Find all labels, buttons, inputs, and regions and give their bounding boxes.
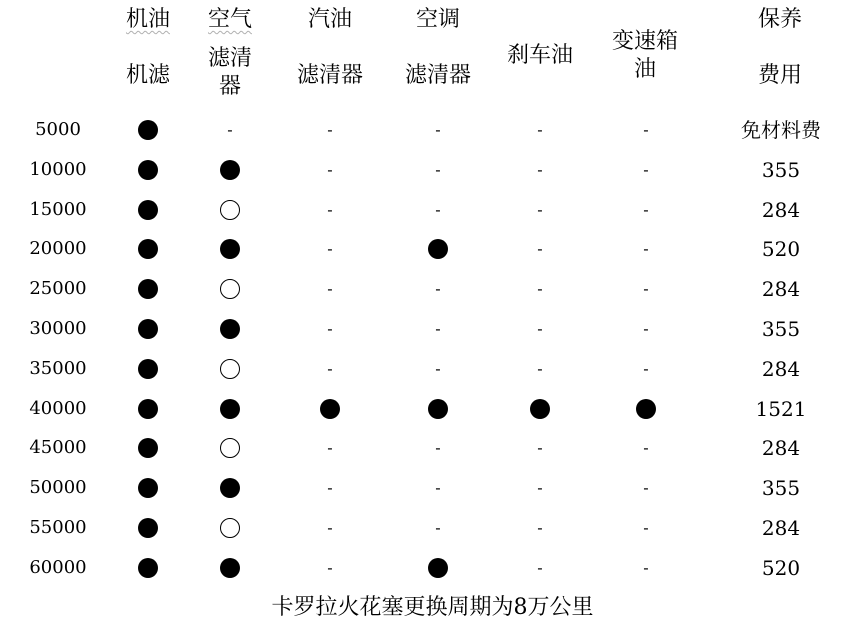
fuel-filter-cell	[310, 428, 350, 468]
not-applicable-dash: -	[327, 239, 333, 259]
transmission-oil-cell	[626, 150, 666, 190]
ac-filter-cell	[418, 548, 458, 588]
not-applicable-dash: -	[327, 438, 333, 458]
not-applicable-dash: -	[435, 478, 441, 498]
not-applicable-dash: -	[537, 199, 543, 219]
engine-oil-cell	[128, 229, 168, 269]
brake-fluid-cell	[520, 548, 560, 588]
air-filter-cell	[210, 269, 250, 309]
engine-oil-cell	[128, 508, 168, 548]
ac-filter-cell	[418, 190, 458, 230]
mileage-label: 60000	[29, 556, 87, 578]
maintenance-cost: 355	[761, 476, 801, 501]
not-applicable-dash: -	[435, 518, 441, 537]
air-filter-cell	[210, 309, 250, 349]
maintenance-cost: 284	[761, 516, 801, 540]
not-applicable-dash: -	[643, 358, 649, 378]
maintenance-cost: 284	[761, 356, 801, 381]
mileage-label: 15000	[29, 198, 87, 220]
replace-marker-icon	[138, 478, 158, 498]
replace-marker-icon	[220, 160, 240, 180]
not-applicable-dash: -	[643, 239, 649, 259]
replace-marker-icon	[428, 558, 448, 578]
replace-marker-icon	[138, 160, 158, 180]
not-applicable-dash: -	[643, 438, 649, 458]
not-applicable-dash: -	[327, 279, 333, 299]
ac-filter-cell	[418, 150, 458, 190]
header-transmission-oil-line2: 油	[633, 57, 656, 82]
maintenance-cost: 284	[761, 436, 801, 461]
fuel-filter-cell	[310, 309, 350, 349]
fuel-filter-cell	[310, 229, 350, 269]
brake-fluid-cell	[520, 468, 560, 508]
not-applicable-dash: -	[643, 120, 649, 139]
replace-marker-icon	[138, 518, 158, 538]
not-applicable-dash: -	[327, 478, 333, 498]
replace-marker-icon	[138, 120, 158, 140]
not-applicable-dash: -	[643, 279, 649, 299]
inspect-marker-icon	[220, 200, 240, 220]
fuel-filter-cell	[310, 468, 350, 508]
table-row	[0, 229, 865, 269]
not-applicable-dash: -	[643, 557, 649, 577]
ac-filter-cell	[418, 110, 458, 150]
not-applicable-dash: -	[435, 319, 441, 338]
engine-oil-cell	[128, 190, 168, 230]
brake-fluid-cell	[520, 269, 560, 309]
transmission-oil-cell	[626, 389, 666, 429]
ac-filter-cell	[418, 309, 458, 349]
not-applicable-dash: -	[435, 159, 441, 179]
maintenance-cost: 355	[761, 157, 801, 182]
maintenance-cost: 1521	[755, 396, 807, 421]
mileage-label: 50000	[29, 477, 87, 499]
fuel-filter-cell	[310, 190, 350, 230]
inspect-marker-icon	[220, 518, 240, 538]
transmission-oil-cell	[626, 468, 666, 508]
table-row	[0, 309, 865, 349]
maintenance-cost: 355	[761, 317, 801, 341]
not-applicable-dash: -	[327, 557, 333, 577]
mileage-label: 20000	[29, 238, 87, 260]
not-applicable-dash: -	[327, 120, 333, 139]
header-air-filter-line1: 空气	[207, 7, 252, 32]
air-filter-cell	[210, 389, 250, 429]
mileage-label: 30000	[29, 318, 87, 339]
fuel-filter-cell	[310, 150, 350, 190]
not-applicable-dash: -	[327, 518, 333, 537]
ac-filter-cell	[418, 349, 458, 389]
fuel-filter-cell	[310, 548, 350, 588]
header-ac-filter-line2: 滤清器	[404, 63, 471, 88]
not-applicable-dash: -	[327, 159, 333, 179]
spark-plug-footnote: 卡罗拉火花塞更换周期为8万公里	[271, 595, 594, 620]
replace-marker-icon	[138, 359, 158, 379]
not-applicable-dash: -	[327, 358, 333, 378]
brake-fluid-cell	[520, 389, 560, 429]
inspect-marker-icon	[220, 359, 240, 379]
fuel-filter-cell	[310, 508, 350, 548]
header-engine-oil-line1: 机油	[125, 7, 170, 32]
replace-marker-icon	[138, 319, 158, 339]
engine-oil-cell	[128, 150, 168, 190]
air-filter-cell	[210, 508, 250, 548]
inspect-marker-icon	[220, 279, 240, 299]
transmission-oil-cell	[626, 269, 666, 309]
table-row	[0, 150, 865, 190]
mileage-label: 40000	[29, 397, 87, 419]
engine-oil-cell	[128, 309, 168, 349]
transmission-oil-cell	[626, 309, 666, 349]
table-row	[0, 349, 865, 389]
replace-marker-icon	[138, 200, 158, 220]
not-applicable-dash: -	[537, 319, 543, 338]
replace-marker-icon	[636, 399, 656, 419]
not-applicable-dash: -	[537, 438, 543, 458]
not-applicable-dash: -	[537, 557, 543, 577]
replace-marker-icon	[138, 438, 158, 458]
table-row	[0, 468, 865, 508]
engine-oil-cell	[128, 269, 168, 309]
header-engine-oil-line2: 机滤	[125, 63, 170, 88]
replace-marker-icon	[220, 399, 240, 419]
air-filter-cell	[210, 428, 250, 468]
fuel-filter-cell	[310, 349, 350, 389]
not-applicable-dash: -	[537, 478, 543, 498]
mileage-label: 5000	[35, 119, 81, 140]
replace-marker-icon	[138, 399, 158, 419]
transmission-oil-cell	[626, 110, 666, 150]
transmission-oil-cell	[626, 548, 666, 588]
transmission-oil-cell	[626, 190, 666, 230]
not-applicable-dash: -	[643, 199, 649, 219]
table-row	[0, 548, 865, 588]
air-filter-cell	[210, 229, 250, 269]
engine-oil-cell	[128, 389, 168, 429]
brake-fluid-cell	[520, 150, 560, 190]
table-row	[0, 389, 865, 429]
header-air-filter-line3: 器	[218, 74, 241, 99]
mileage-label: 45000	[29, 437, 87, 459]
header-fuel-filter-line1: 汽油	[307, 7, 352, 32]
table-row	[0, 110, 865, 150]
table-row	[0, 428, 865, 468]
not-applicable-dash: -	[435, 438, 441, 458]
air-filter-cell	[210, 190, 250, 230]
not-applicable-dash: -	[643, 478, 649, 498]
fuel-filter-cell	[310, 269, 350, 309]
header-transmission-oil-line1: 变速箱	[611, 29, 678, 54]
header-cost-line2: 费用	[757, 63, 802, 88]
replace-marker-icon	[428, 239, 448, 259]
not-applicable-dash: -	[537, 279, 543, 299]
not-applicable-dash: -	[537, 518, 543, 537]
air-filter-cell	[210, 548, 250, 588]
inspect-marker-icon	[220, 438, 240, 458]
air-filter-cell	[210, 110, 250, 150]
not-applicable-dash: -	[327, 319, 333, 338]
engine-oil-cell	[128, 548, 168, 588]
maintenance-cost: 284	[761, 277, 801, 302]
not-applicable-dash: -	[435, 358, 441, 378]
brake-fluid-cell	[520, 229, 560, 269]
not-applicable-dash: -	[435, 279, 441, 299]
not-applicable-dash: -	[435, 199, 441, 219]
transmission-oil-cell	[626, 428, 666, 468]
air-filter-cell	[210, 349, 250, 389]
mileage-label: 55000	[29, 517, 87, 538]
ac-filter-cell	[418, 389, 458, 429]
maintenance-cost: 520	[761, 237, 801, 262]
header-air-filter-line2: 滤清	[207, 46, 252, 71]
transmission-oil-cell	[626, 229, 666, 269]
fuel-filter-cell	[310, 389, 350, 429]
replace-marker-icon	[428, 399, 448, 419]
maintenance-cost: 免材料费	[741, 118, 821, 142]
ac-filter-cell	[418, 428, 458, 468]
mileage-label: 25000	[29, 278, 87, 300]
not-applicable-dash: -	[537, 358, 543, 378]
fuel-filter-cell	[310, 110, 350, 150]
ac-filter-cell	[418, 468, 458, 508]
engine-oil-cell	[128, 110, 168, 150]
ac-filter-cell	[418, 229, 458, 269]
not-applicable-dash: -	[537, 120, 543, 139]
engine-oil-cell	[128, 349, 168, 389]
brake-fluid-cell	[520, 309, 560, 349]
replace-marker-icon	[220, 558, 240, 578]
engine-oil-cell	[128, 428, 168, 468]
not-applicable-dash: -	[537, 159, 543, 179]
replace-marker-icon	[220, 319, 240, 339]
replace-marker-icon	[138, 558, 158, 578]
brake-fluid-cell	[520, 428, 560, 468]
air-filter-cell	[210, 150, 250, 190]
header-ac-filter-line1: 空调	[415, 7, 460, 32]
replace-marker-icon	[220, 478, 240, 498]
not-applicable-dash: -	[227, 120, 233, 139]
table-row	[0, 269, 865, 309]
replace-marker-icon	[138, 239, 158, 259]
replace-marker-icon	[530, 399, 550, 419]
replace-marker-icon	[138, 279, 158, 299]
transmission-oil-cell	[626, 349, 666, 389]
transmission-oil-cell	[626, 508, 666, 548]
air-filter-cell	[210, 468, 250, 508]
not-applicable-dash: -	[643, 159, 649, 179]
not-applicable-dash: -	[643, 518, 649, 537]
not-applicable-dash: -	[537, 239, 543, 259]
brake-fluid-cell	[520, 190, 560, 230]
header-fuel-filter-line2: 滤清器	[296, 63, 363, 88]
maintenance-cost: 520	[761, 555, 801, 580]
replace-marker-icon	[320, 399, 340, 419]
header-cost-line1: 保养	[757, 7, 802, 32]
mileage-label: 35000	[29, 357, 87, 379]
ac-filter-cell	[418, 269, 458, 309]
brake-fluid-cell	[520, 508, 560, 548]
brake-fluid-cell	[520, 110, 560, 150]
maintenance-cost: 284	[761, 197, 801, 222]
table-row	[0, 190, 865, 230]
not-applicable-dash: -	[435, 120, 441, 139]
header-brake-fluid: 刹车油	[506, 43, 573, 68]
mileage-label: 10000	[29, 158, 87, 180]
replace-marker-icon	[220, 239, 240, 259]
brake-fluid-cell	[520, 349, 560, 389]
ac-filter-cell	[418, 508, 458, 548]
table-row	[0, 508, 865, 548]
not-applicable-dash: -	[643, 319, 649, 338]
not-applicable-dash: -	[327, 199, 333, 219]
engine-oil-cell	[128, 468, 168, 508]
